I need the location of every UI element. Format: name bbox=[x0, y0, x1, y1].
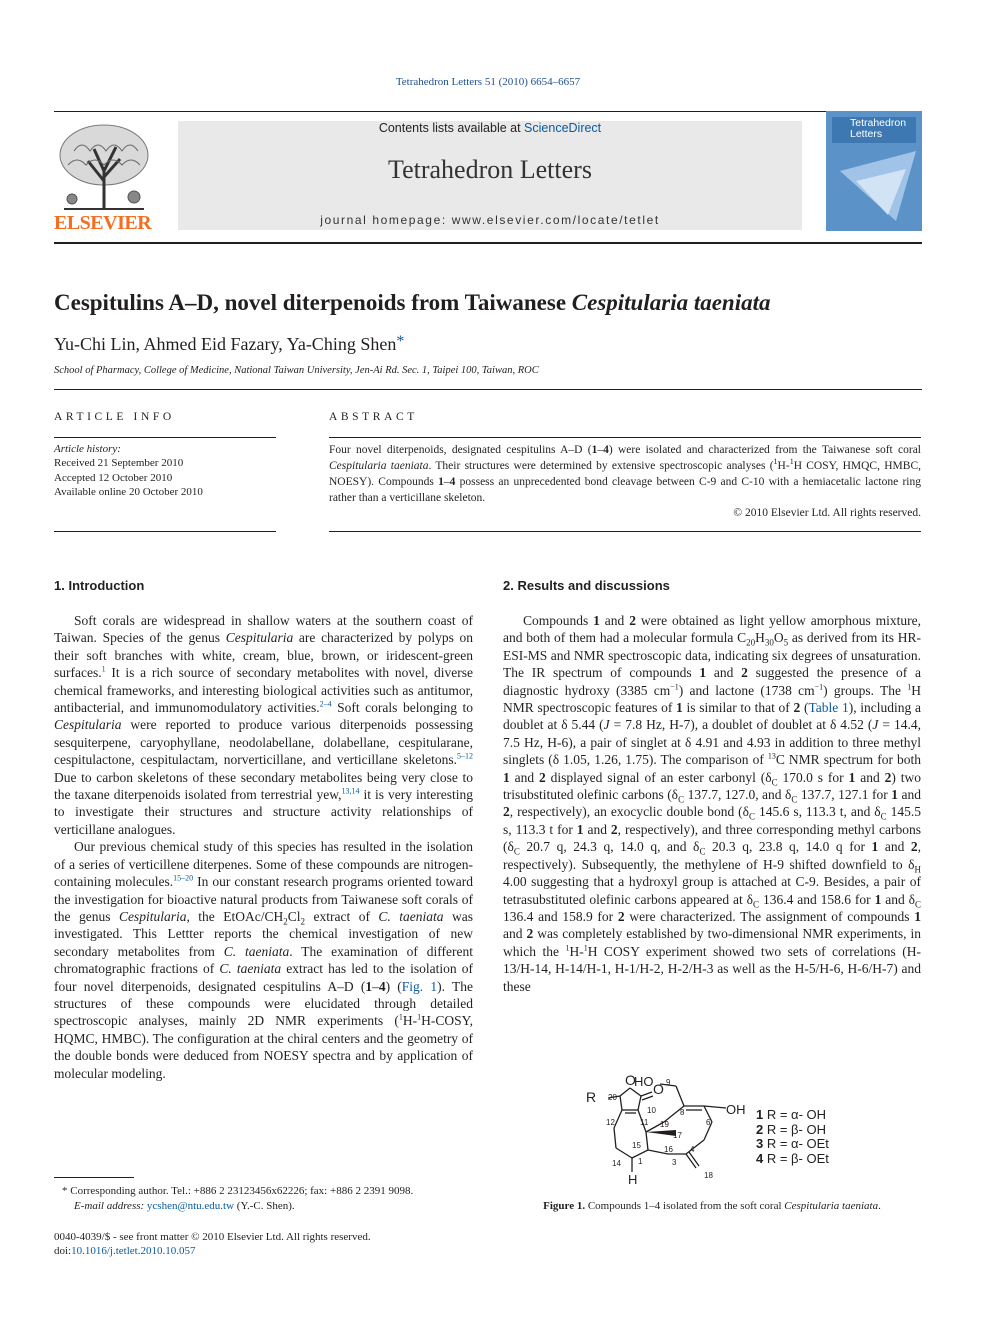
legend-item-4 bbox=[756, 1152, 829, 1167]
accepted-date: Accepted 12 October 2010 bbox=[54, 471, 173, 484]
email-link[interactable]: ycshen@ntu.edu.tw bbox=[146, 1200, 235, 1212]
legend-text: R = α- OH bbox=[763, 1107, 827, 1122]
locant-19: 19 bbox=[660, 1120, 669, 1129]
title-rule bbox=[54, 389, 922, 390]
article-info-heading: ARTICLE INFO bbox=[54, 411, 175, 423]
footnote-rule bbox=[54, 1177, 134, 1178]
locant-6: 6 bbox=[706, 1118, 711, 1127]
legend-number: 3 bbox=[756, 1136, 764, 1151]
legend-item-1 bbox=[756, 1108, 829, 1123]
page-footer bbox=[54, 1230, 474, 1258]
abstract-rule bbox=[329, 437, 921, 438]
locant-10: 10 bbox=[647, 1106, 656, 1115]
locant-8: 8 bbox=[680, 1108, 685, 1117]
caption-italic: Cespitularia taeniata bbox=[784, 1200, 879, 1212]
compound-legend bbox=[756, 1108, 829, 1166]
footnote-mark: * bbox=[62, 1185, 68, 1197]
figure-caption bbox=[503, 1200, 921, 1212]
intro-heading: 1. Introduction bbox=[54, 578, 145, 593]
elsevier-tree-logo bbox=[54, 121, 154, 211]
history-label: Article history: bbox=[54, 443, 121, 455]
locant-17: 17 bbox=[673, 1131, 682, 1140]
atom-O-ring: O bbox=[625, 1072, 636, 1088]
corresponding-info: Corresponding author. Tel.: +886 2 23123456x62226; fax: +886 2 2391 9098. bbox=[67, 1185, 414, 1197]
elsevier-wordmark: ELSEVIER bbox=[54, 212, 152, 234]
legend-text: R = β- OEt bbox=[763, 1150, 829, 1166]
article-title bbox=[54, 290, 771, 316]
article-info-bottom-rule bbox=[54, 531, 276, 532]
results-heading: 2. Results and discussions bbox=[503, 578, 670, 593]
online-date: Available online 20 October 2010 bbox=[54, 486, 203, 499]
locant-9: 9 bbox=[666, 1078, 671, 1087]
cover-title bbox=[850, 118, 906, 140]
locant-1: 1 bbox=[638, 1157, 643, 1166]
caption-text: Compounds 1–4 isolated from the soft coral bbox=[585, 1200, 785, 1212]
legend-item-3 bbox=[756, 1137, 829, 1152]
affiliation: School of Pharmacy, College of Medicine, National Taiwan University, Jen-Ai Rd. Sec. 1, Taipei 100, Taiwan, ROC bbox=[54, 365, 539, 376]
legend-text: R = β- OH bbox=[763, 1121, 826, 1137]
atom-O-carbonyl: O bbox=[653, 1081, 664, 1097]
authors-text: Yu-Chi Lin, Ahmed Eid Fazary, Ya-Ching Shen bbox=[54, 334, 397, 354]
atom-R: R bbox=[586, 1089, 597, 1105]
contents-prefix: Contents lists available at bbox=[378, 121, 525, 135]
journal-title: Tetrahedron Letters bbox=[388, 155, 592, 184]
locant-14: 14 bbox=[612, 1159, 621, 1168]
caption-label: Figure 1. bbox=[543, 1200, 586, 1212]
locant-12: 12 bbox=[606, 1118, 615, 1127]
locant-20: 20 bbox=[608, 1093, 617, 1102]
legend-number: 1 bbox=[756, 1107, 764, 1122]
atom-HO: HO bbox=[634, 1074, 654, 1089]
header-bottom-rule bbox=[54, 242, 922, 244]
journal-cover bbox=[826, 111, 922, 231]
author-list bbox=[54, 333, 404, 355]
abstract-text: Four novel diterpenoids, designated cespitulins A–D (1–4) were isolated and characterized from the Taiwanese soft coral Cespitularia taeniata. Their structures were determined by extensive spectroscopic analyses ($^1$H-$^1$H COSY, HMQC, HMBC, NOESY). Compounds 1–4 possess an unprecedented bond cleavage between C-9 and C-10 with a hemiacetalic lactone ring rather than a verticillane skeleton. bbox=[329, 444, 921, 504]
journal-homepage[interactable]: journal homepage: www.elsevier.com/locate/tetlet bbox=[320, 213, 660, 227]
atom-OH: OH bbox=[726, 1102, 746, 1117]
sciencedirect-link[interactable]: ScienceDirect bbox=[524, 121, 602, 135]
email-label: E-mail address: bbox=[74, 1200, 147, 1212]
legend-item-2 bbox=[756, 1123, 829, 1138]
cover-title-line-1: Tetrahedron bbox=[850, 117, 907, 129]
legend-number: 4 bbox=[756, 1150, 764, 1166]
copyright: © 2010 Elsevier Ltd. All rights reserved. bbox=[733, 507, 921, 519]
article-info-rule bbox=[54, 437, 276, 438]
abstract-heading: ABSTRACT bbox=[329, 411, 418, 423]
atom-H: H bbox=[628, 1172, 638, 1186]
title-italic: Cespitularia taeniata bbox=[571, 290, 771, 315]
legend-text: R = α- OEt bbox=[763, 1136, 829, 1151]
received-date: Received 21 September 2010 bbox=[54, 457, 184, 470]
doi-link[interactable]: 10.1016/j.tetlet.2010.10.057 bbox=[71, 1245, 196, 1257]
results-body: Compounds 1 and 2 were obtained as light yellow amorphous mixture, and both of them had a molecular formula $C_{20}H_{30}O_5$ as derived from its HR-ESI-MS and NMR spectroscopic data, indicating six degrees of unsaturation. The IR spectrum of compounds 1 and 2 suggested the presence of a diagnostic hydroxy (3385 $cm^{-1}$) and lactone (1738 $cm^{-1}$) groups. The $^1$H NMR spectroscopic features of 1 is similar to that of 2 (Table 1), including a doublet at δ 5.44 (J = 7.8 Hz, H-7), a doublet of doublet at δ 4.52 (J = 14.4, 7.5 Hz, H-6), a pair of singlet at δ 4.91 and 4.93 in addition to three methyl singlets (δ 1.05, 1.26, 1.75). The comparison of $^{13}$C NMR spectrum for both 1 and 2 displayed signal of an ester carbonyl ($\delta_C$ 170.0 s for 1 and 2) two trisubstituted olefinic carbons ($\delta_C$ 137.7, 127.0, and $\delta_C$ 137.7, 127.1 for 1 and 2, respectively), an exocyclic double bond ($\delta_C$ 145.6 s, 113.3 t, and $\delta_C$ 145.5 s, 113.3 t for 1 and 2, respectively), and three corresponding methyl carbons ($\delta_C$ 20.7 q, 24.3 q, 14.0 q, and $\delta_C$ 20.3 q, 23.8 q, 14.0 q for 1 and 2, respectively). Subsequently, the methylene of H-9 shifted downfield to $\delta_H$ 4.00 suggesting that a hydroxyl group is attached at C-9. Besides, a pair of tetrasubstituted olefinic carbons appeared at $\delta_C$ 136.4 and 158.6 for 1 and $\delta_C$ 136.4 and 158.9 for 2 were characterized. The assignment of compounds 1 and 2 was completely established by two-dimensional NMR experiments, in which the $^1$H-$^1$H COSY experiment showed two sets of correlations (H-13/H-14, H-14/H-1, H-1/H-2, H-2/H-3 as well as the H-5/H-6, H-6/H-7) and these bbox=[503, 613, 922, 994]
journal-citation[interactable]: Tetrahedron Letters 51 (2010) 6654–6657 bbox=[395, 76, 581, 88]
locant-18: 18 bbox=[704, 1171, 713, 1180]
article-history bbox=[54, 442, 276, 500]
caption-end: . bbox=[878, 1200, 881, 1212]
issn-line: 0040-4039/$ - see front matter © 2010 Elsevier Ltd. All rights reserved. bbox=[54, 1231, 371, 1243]
legend-number: 2 bbox=[756, 1121, 764, 1137]
locant-4: 4 bbox=[690, 1145, 695, 1154]
email-suffix: (Y.-C. Shen). bbox=[234, 1200, 295, 1212]
cover-title-line-2: Letters bbox=[850, 128, 883, 140]
intro-body: Soft corals are widespread in shallow waters at the southern coast of Taiwan. Species of the genus Cespitularia are characterized by polyps on their soft branches with white, cream, blue, brown, or iridescent-green surfaces.$^1$ It is a rich source of secondary metabolites with novel, diverse chemical frameworks, and interesting biological activities such as antitumor, antibacterial, and immunomodulatory activities.$^{2-4}$ Soft corals belonging to Cespitularia were reported to produce various diterpenoids possessing sesquiterpene, caryophyllane, neodolabellane, dolabellane, cespitularane, cespitulactone, cespitulactam, norverticillane, and verticillane skeletons.$^{5-12}$ Due to carbon skeletons of these secondary metabolites being very close to the taxane diterpenoids isolated from terrestrial yew,$^{13,14}$ it is very interesting to investigate their structures and structure activity relationships of verticillane analogues. Our previous chemical study of this species has resulted in the isolation of a series of verticillene diterpenes. Some of these compounds are nitrogen-containing molecules.$^{15-20}$ In our constant research programs oriented toward the investigation for bioactive natural products from Taiwanese soft corals of the genus Cespitularia, the EtOAc/$CH_2Cl_2$ extract of C. taeniata was investigated. This Lettter reports the chemical investigation of new secondary metabolites from C. taeniata. The examination of different chromatographic fractions of C. taeniata extract has led to the isolation of four novel diterpenoids, designated cespitulins A–D (1–4) (Fig. 1). The structures of these compounds were elucidated through detailed spectroscopic analyses, mainly 2D NMR experiments ($^1$H-$^1$H-COSY, HQMC, HMBC). The configuration at the chiral centers and the geometry of the double bonds were deduced from NOESY spectra and by application of molecular modeling. bbox=[54, 613, 474, 1081]
corresponding-author-mark[interactable]: * bbox=[396, 333, 405, 350]
contents-line bbox=[178, 121, 802, 135]
title-main: Cespitulins A–D, novel diterpenoids from Taiwanese bbox=[54, 290, 572, 315]
locant-15: 15 bbox=[632, 1141, 641, 1150]
doi-label: doi: bbox=[54, 1245, 72, 1257]
locant-16: 16 bbox=[664, 1145, 673, 1154]
header-top-rule bbox=[54, 111, 922, 112]
chemical-structure bbox=[580, 1070, 755, 1186]
locant-11: 11 bbox=[640, 1118, 649, 1127]
footnote bbox=[54, 1184, 474, 1214]
abstract-bottom-rule bbox=[329, 531, 921, 532]
locant-3: 3 bbox=[672, 1158, 677, 1167]
